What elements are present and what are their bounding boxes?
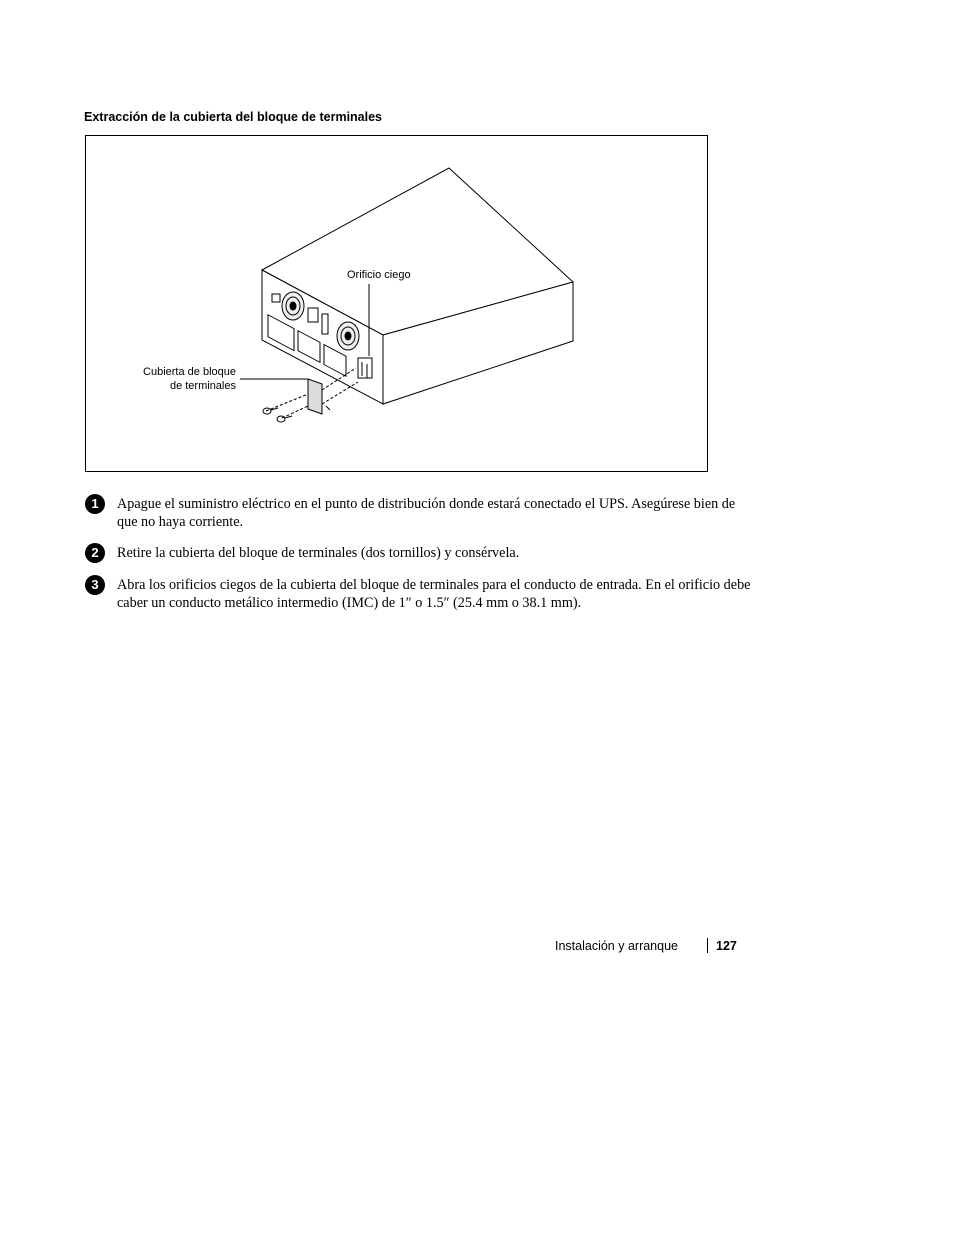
ups-rear-illustration — [86, 136, 707, 471]
step-number-badge: 3 — [85, 575, 105, 595]
step-number-badge: 1 — [85, 494, 105, 514]
footer-separator — [707, 938, 708, 953]
step-text: Retire la cubierta del bloque de terminales (dos tornillos) y consérvela. — [117, 545, 520, 561]
step-text: Abra los orificios ciegos de la cubierta del bloque de terminales para el conducto de entrada. En el orificio debe caber un conducto metálico intermedio (IMC) de 1″ o 1.5″ (25.4 mm o 38.1 mm). — [117, 577, 751, 611]
figure-heading: Extracción de la cubierta del bloque de terminales — [84, 110, 383, 124]
step-text: Apague el suministro eléctrico en el punto de distribución donde estará conectado el UPS. Asegúrese bien de que no haya corriente. — [117, 496, 736, 530]
step-number-badge: 2 — [85, 543, 105, 563]
knockout-callout: Orificio ciego — [347, 269, 411, 281]
terminal-cover-callout — [86, 365, 236, 393]
page-number: 127 — [716, 939, 737, 953]
step-2 — [85, 543, 765, 565]
figure-frame — [85, 135, 708, 472]
terminal-cover-callout-line2: de terminales — [169, 380, 236, 392]
terminal-cover-callout-line1: Cubierta de bloque — [143, 366, 236, 378]
step-1 — [85, 494, 765, 534]
step-3 — [85, 575, 765, 615]
footer-section-title: Instalación y arranque — [555, 939, 678, 953]
